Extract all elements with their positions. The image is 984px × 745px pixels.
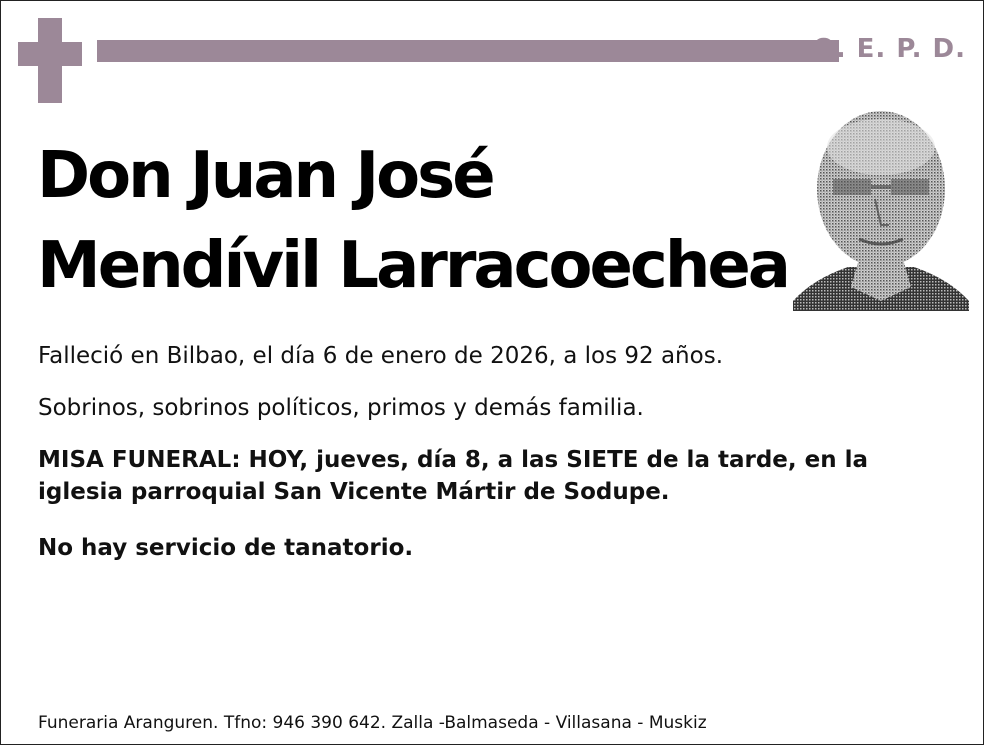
deceased-name — [37, 131, 797, 311]
funeral-line-1: MISA FUNERAL: HOY, jueves, día 8, a las SIETE de la tarde, en la — [38, 447, 869, 473]
funeral-home-footer: Funeraria Aranguren. Tfno: 946 390 642. Zalla -Balmaseda - Villasana - Muskiz — [38, 713, 707, 733]
portrait-photo — [793, 109, 969, 311]
funeral-line-2: iglesia parroquial San Vicente Mártir de Sodupe. — [38, 479, 670, 505]
cross-icon-arm — [18, 42, 82, 66]
qepd-label: Q. E. P. D. — [812, 34, 966, 64]
header-rule — [97, 40, 839, 62]
funeral-mass — [38, 444, 938, 508]
name-line-1: Don Juan José — [37, 139, 493, 213]
family-line: Sobrinos, sobrinos políticos, primos y demás familia. — [38, 395, 644, 421]
name-line-2: Mendívil Larracoechea — [37, 229, 788, 303]
death-info: Falleció en Bilbao, el día 6 de enero de 2026, a los 92 años. — [38, 343, 724, 369]
wake-notice: No hay servicio de tanatorio. — [38, 535, 414, 561]
